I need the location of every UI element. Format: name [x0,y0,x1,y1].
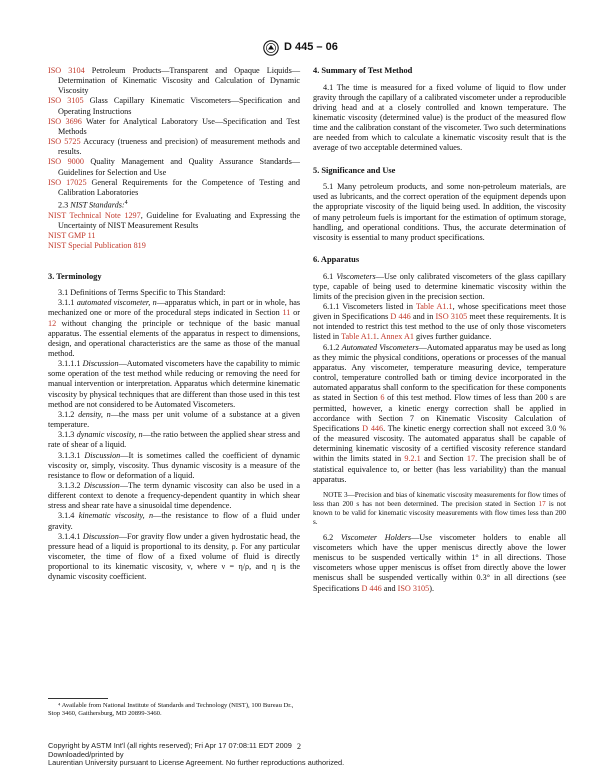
paragraph: 3.1.3.2 Discussion—The term dynamic viscosity can also be used in a different context to denote a frequency-dependent quantity in which shear stress and shear rate have a sinusoidal time dependence. [48,481,301,511]
page-number: 2 [297,742,301,751]
note: NOTE 3—Precision and bias of kinematic viscosity measurements for flow times of less than 200 s has not been determined. The precision stated in Section 17 is not known to be valid for kinematic viscosity measurements with flow times less than 200 s. [313,490,567,526]
paragraph: 6.1.2 Automated Viscometers—Automated apparatus may be used as long as they mimic the physical conditions, operations or processes of the manual apparatus. Any viscometer, temperature measuring device, temperature control, temperature controlled bath or timing device incorporated in the automated apparatus shall conform to the specification for these components as stated in Section 6 of this test method. Flow times of less than 200 s are permitted, however, a kinetic energy correction shall be applied in accordance with Section 7 on Kinematic Viscosity Calculation of Specifications D 446. The kinetic energy correction shall not exceed 3.0 % of the measured viscosity. The automated apparatus shall be capable of determining kinematic viscosity of a certified viscosity reference standard within the limits stated in 9.2.1 and Section 17. The precision shall be of statistical equivalence to, or better (has less variability) than the manual apparatus. [313,342,567,484]
paragraph: 3.1 Definitions of Terms Specific to This Standard: [58,288,226,298]
section-link[interactable]: 6 [380,393,385,403]
reference-link[interactable]: NIST Technical Note 1297 [48,210,141,220]
section-heading: 3. Terminology [48,271,102,281]
section-link[interactable]: 12 [48,318,57,328]
section-heading: 5. Significance and Use [313,165,396,175]
section-heading: 4. Summary of Test Method [313,66,413,75]
reference-link[interactable]: ISO 5725 [48,137,81,147]
reference-item: ISO 5725 Accuracy (trueness and precision) of measurement methods and results. [48,137,300,157]
section-link[interactable]: 11 [282,308,291,318]
page-header [0,38,600,58]
section-heading: 6. Apparatus [313,255,360,265]
reference-link[interactable]: NIST GMP 11 [48,231,96,241]
reference-item: ISO 9000 Quality Management and Quality Assurance Standards—Guidelines for Selection and Use [48,157,300,177]
annex-link[interactable]: Annex A1 [380,332,414,342]
reference-item: ISO 17025 General Requirements for the Competence of Testing and Calibration Laboratories [48,177,300,197]
section-link[interactable]: 9.2.1 [404,454,421,464]
table-link[interactable]: Table A1.1 [341,332,377,342]
paragraph: 3.1.4 kinematic viscosity, n—the resistance to flow of a fluid under gravity. [48,511,301,531]
reference-link[interactable]: ISO 17025 [48,177,87,187]
paragraph: 6.2 Viscometer Holders—Use viscometer holders to enable all viscometers which have the upper meniscus directly above the lower meniscus to be suspended vertically within 1° in all directions. Those viscometers whose upper meniscus is offset from directly above the lower meniscus shall be suspended vertically within 0.3° in all directions (see Specifications D 446 and ISO 3105). [313,532,566,593]
paragraph: 3.1.3.1 Discussion—It is sometimes called the coefficient of dynamic viscosity or, simply, viscosity. Thus dynamic viscosity is a measure of the resistance to flow or deformation of a liquid. [48,450,300,480]
standard-link[interactable]: D 446 [362,423,384,433]
footnote: ⁴ Available from National Institute of Standards and Technology (NIST), 100 Bureau Dr., Stop 3460, Gaithersburg, MD 20899-3460. [48,702,294,718]
standard-link[interactable]: ISO 3105 [435,312,468,322]
reference-link[interactable]: ISO 3696 [48,116,82,126]
table-link[interactable]: Table A1.1 [415,302,453,311]
reference-link[interactable]: ISO 3104 [48,66,85,75]
reference-link[interactable]: ISO 9000 [48,157,84,167]
standard-link[interactable]: ISO 3105 [397,583,430,593]
copyright-notice: Copyright by ASTM Int'l (all rights reserved); Fri Apr 17 07:08:11 EDT 2009 Downloaded/printed by Laurentian University pursuant to License Agreement. No further reproductions authorized. [48,741,345,768]
paragraph: 4.1 The time is measured for a fixed volume of liquid to flow under gravity through the capillary of a calibrated viscometer under a reproducible driving head and at a closely controlled and known temperature. The kinematic viscosity (determined value) is the product of the measured flow time and the calibration constant of the viscometer. Two such determinations are needed from which to calculate a kinematic viscosity result that is the average of two acceptable determined values. [313,82,566,153]
reference-item: ISO 3104 Petroleum Products—Transparent and Opaque Liquids—Determination of Kinematic Viscosity and Calculation of Dynamic Viscosity [48,66,301,96]
nist-standards-heading: 2.3 NIST Standards:$^4$ [58,200,128,210]
paragraph: 6.1 Viscometers—Use only calibrated viscometers of the glass capillary type, capable of being used to determine kinematic viscosity within the limits of the precision given in the precision section. [313,271,567,301]
reference-item: ISO 3696 Water for Analytical Laboratory Use—Specification and Test Methods [48,116,300,136]
paragraph: 3.1.2 density, n—the mass per unit volume of a substance at a given temperature. [48,409,300,430]
footnote-divider [48,698,108,699]
paragraph: 3.1.3 dynamic viscosity, n—the ratio between the applied shear stress and rate of shear of a liquid. [48,430,300,450]
paragraph: 6.1.1 Viscometers listed in Table A1.1, whose specifications meet those given in Specifications D 446 and in ISO 3105 meet these requirements. It is not intended to restrict this test method to the use of only those viscometers listed in Table A1.1. Annex A1 gives further guidance. [313,302,566,342]
reference-link[interactable]: ISO 3105 [48,96,84,106]
section-link[interactable]: 17 [466,454,476,464]
paragraph: 3.1.1.1 Discussion—Automated viscometers have the capability to mimic some operation of the test method while reducing or removing the need for manual intervention or interpretation. Apparatus which determine kinematic viscosity by physical techniques that are different than those used in this test method are not considered to be Automated Viscometers. [48,359,300,409]
reference-item: ISO 3105 Glass Capillary Kinematic Viscometers—Specification and Operating Instructions [48,96,300,116]
section-link[interactable]: 17 [538,499,546,508]
reference-link[interactable]: NIST Special Publication 819 [48,241,146,251]
paragraph: 3.1.4.1 Discussion—For gravity flow under a given hydrostatic head, the pressure head of a liquid is proportional to its density, ρ. For any particular viscometer, the time of flow of a fixed volume of fluid is directly proportional to its kinematic viscosity, ν, where ν = η/ρ, and η is the dynamic viscosity coefficient. [48,531,300,582]
reference-item [48,241,300,251]
left-column [48,66,300,583]
document-id: D 445 – 06 [284,41,338,53]
reference-item: NIST Technical Note 1297, Guideline for Evaluating and Expressing the Uncertainty of NIST Measurement Results [48,210,301,231]
right-column [313,66,566,594]
standard-link[interactable]: D 446 [390,312,411,322]
paragraph: 3.1.1 automated viscometer, n—apparatus which, in part or in whole, has mechanized one or more of the procedural steps indicated in Section 11 or 12 without changing the principle or technique of the basic manual apparatus. The essential elements of the apparatus in respect to dimensions, design, and operational characteristics are the same as those of the manual method. [48,298,301,358]
reference-item [48,231,300,241]
paragraph: 5.1 Many petroleum products, and some non-petroleum materials, are used as lubricants, and the correct operation of the equipment depends upon the appropriate viscosity of the liquid being used. In addition, the viscosity of many petroleum fuels is important for the estimation of optimum storage, handling, and operational conditions. Thus, the accurate determination of viscosity is essential to many product specifications. [313,182,566,242]
astm-logo-icon [263,40,279,56]
standard-link[interactable]: D 446 [361,583,382,593]
